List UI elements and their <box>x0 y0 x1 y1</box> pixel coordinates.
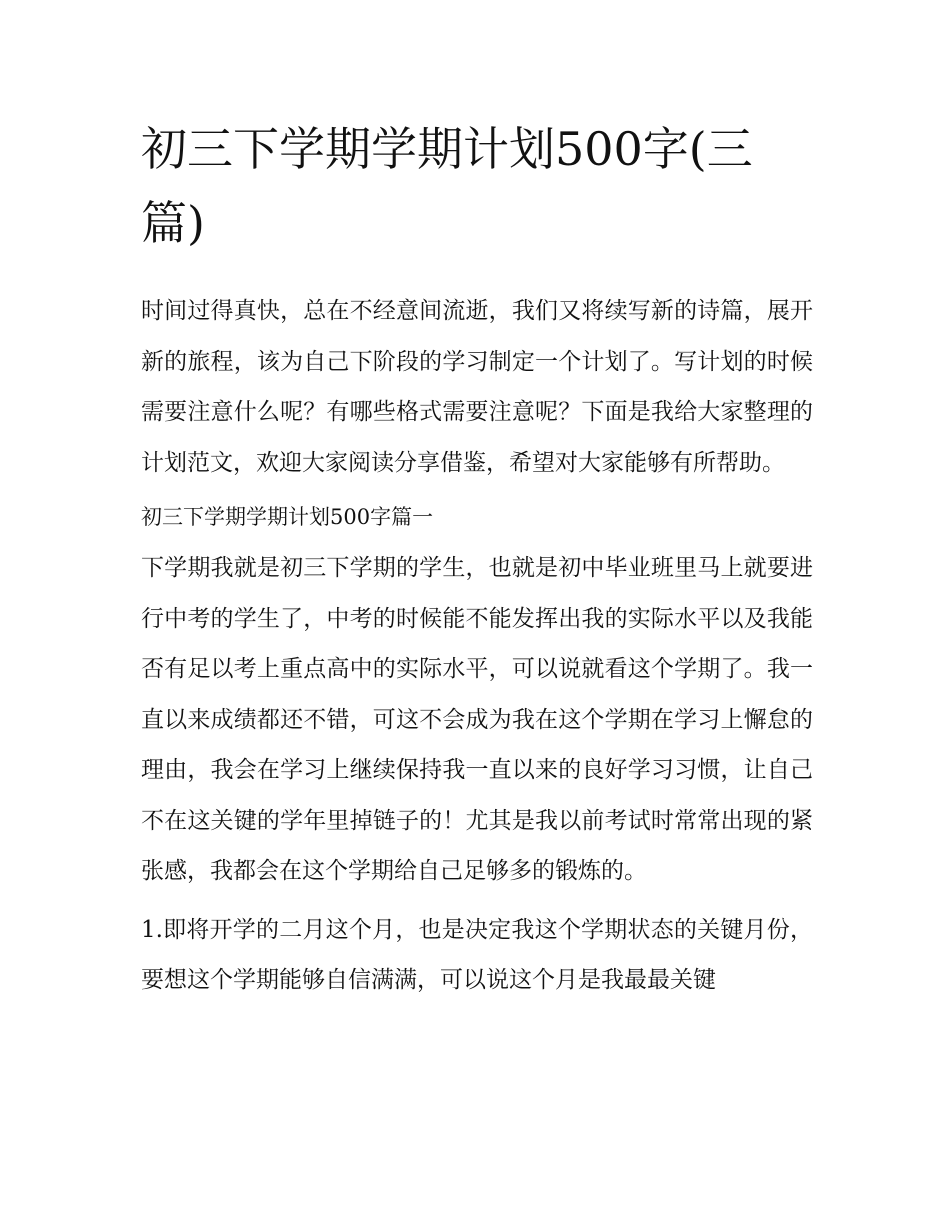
section-body-paragraph: 下学期我就是初三下学期的学生，也就是初中毕业班里马上就要进行中考的学生了，中考的时候能不能发挥出我的实际水平以及我能否有足以考上重点高中的实际水平，可以说就看这个学期了。我一直以来成绩都还不错，可这不会成为我在这个学期在学习上懈怠的理由，我会在学习上继续保持我一直以来的良好学习习惯，让自己不在这关键的学年里掉链子的！尤其是我以前考试时常常出现的紧张感，我都会在这个学期给自己足够多的锻炼的。 <box>141 555 813 884</box>
document-content <box>141 112 813 1006</box>
document-title: 初三下学期学期计划500字(三篇) <box>141 122 753 250</box>
intro-paragraph: 时间过得真快，总在不经意间流逝，我们又将续写新的诗篇，展开新的旅程，该为自己下阶段的学习制定一个计划了。写计划的时候需要注意什么呢？有哪些格式需要注意呢？下面是我给大家整理的计划范文，欢迎大家阅读分享借鉴，希望对大家能够有所帮助。 <box>141 298 813 476</box>
section-heading: 初三下学期学期计划500字篇一 <box>141 505 434 529</box>
numbered-item-1: 1.即将开学的二月这个月，也是决定我这个学期状态的关键月份，要想这个学期能够自信满满，可以说这个月是我最最关键 <box>141 916 813 993</box>
